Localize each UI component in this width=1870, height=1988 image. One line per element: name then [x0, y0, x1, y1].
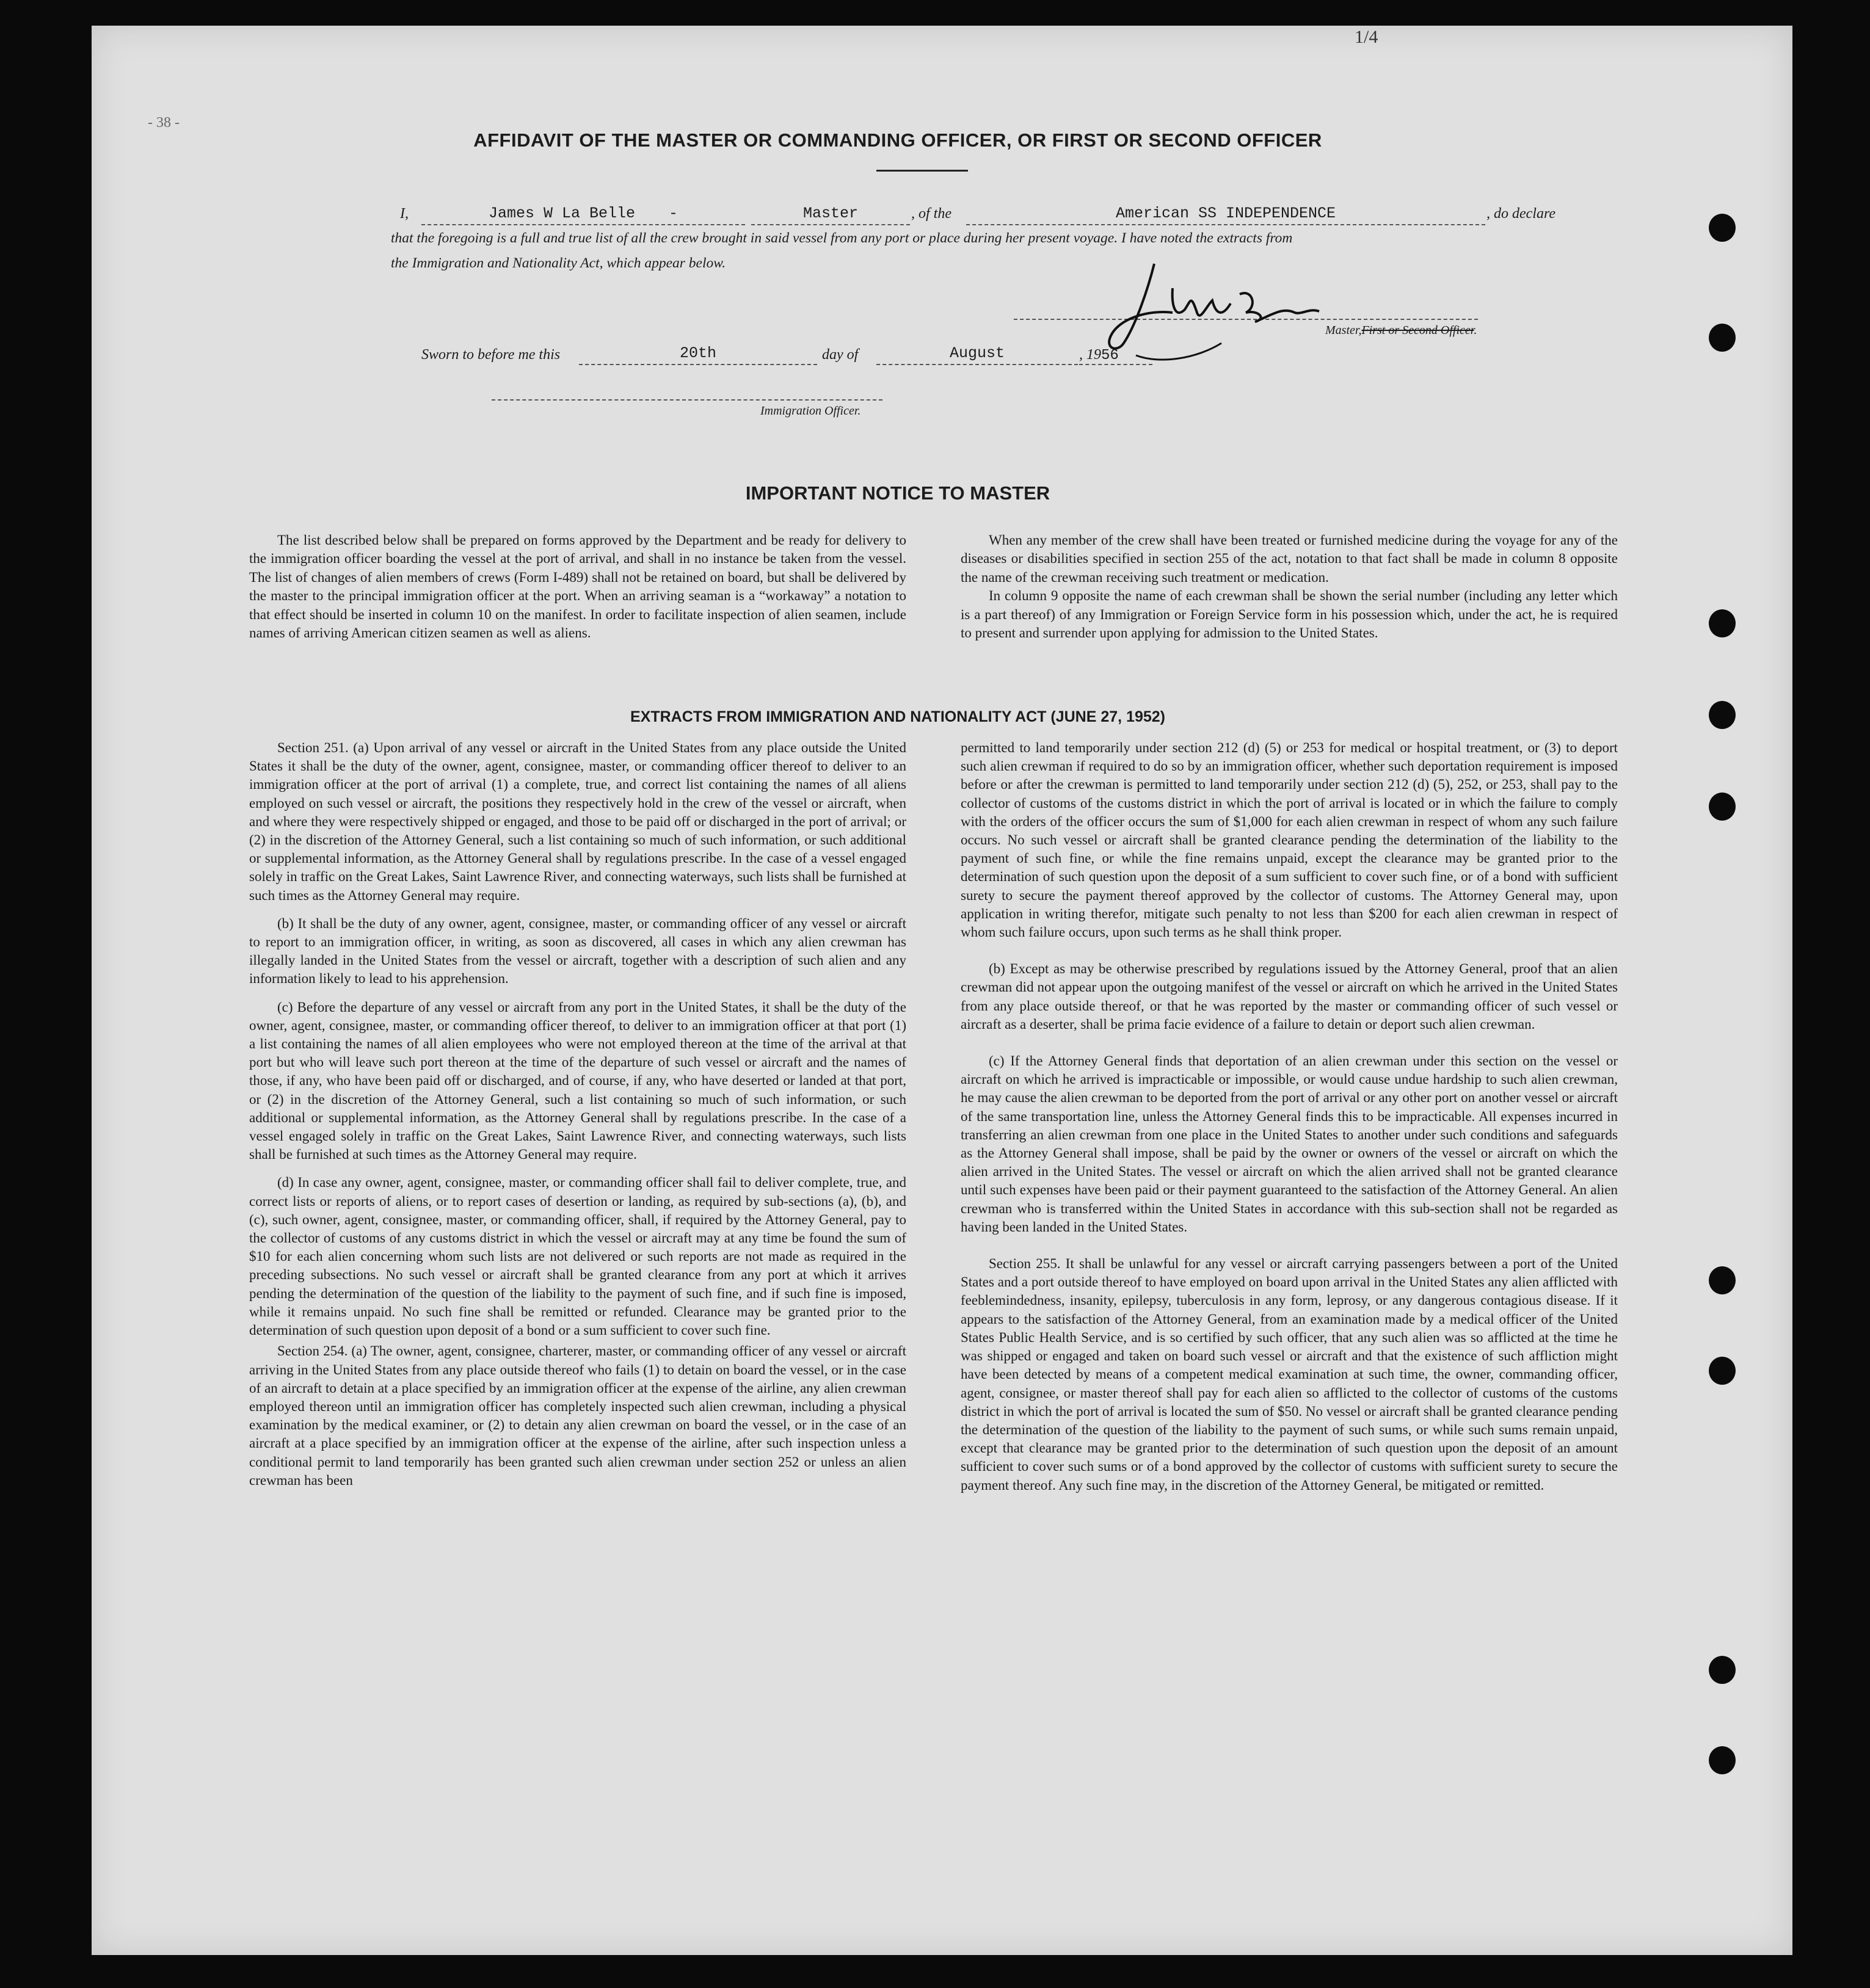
document-page	[92, 26, 1792, 1955]
binder-hole	[1709, 793, 1736, 821]
binder-hole	[1709, 1357, 1736, 1385]
notice-right-paragraph-2: In column 9 opposite the name of each crewman shall be shown the serial number (including any letter which is a part thereof) of any Immigration or Foreign Service form in his possession which, under the act, he is required to present and surrender upon applying for admission to the United States.	[961, 588, 1618, 641]
declarant-rank-field: Master	[751, 205, 910, 225]
of-the-label: , of the	[911, 206, 951, 222]
do-declare-label: , do declare	[1486, 206, 1556, 222]
extracts-title: EXTRACTS FROM IMMIGRATION AND NATIONALITY ACT (JUNE 27, 1952)	[630, 708, 1165, 725]
declarant-name-field	[421, 205, 745, 225]
immigration-officer-label: Immigration Officer.	[760, 404, 861, 418]
section-254-c: (c) If the Attorney General finds that deportation of an alien crewman under this section on the vessel or aircraft on which he arrived is impracticable or impossible, or would cause undue hardship to such alien crewman, he may cause the alien crewman to be deported from the port of arrival or any other port on another vessel or aircraft of the same transportation line, unless the Attorney General finds this to be impracticable. All expenses incurred in transferring an alien crewman from one place in the United States to another under such conditions and safeguards as the Attorney General shall impose, shall be paid by the owner or owners of the vessel or aircraft on which the alien arrived in the United States. The vessel or aircraft on which the alien arrived shall not be granted clearance until such expenses have been paid or their payment guaranteed to the satisfaction of the Attorney General. An alien crewman who is transferred within the United States in accordance with this sub-section shall not be regarded as having been landed in the United States.	[961, 1053, 1618, 1235]
signer-struck: First or Second Officer	[1361, 324, 1474, 337]
binder-hole	[1709, 324, 1736, 352]
name-dash: -	[669, 205, 679, 222]
signer-master: Master,	[1325, 324, 1362, 337]
extracts-right-column	[961, 739, 1618, 1495]
binder-hole	[1709, 1746, 1736, 1774]
section-251-c: (c) Before the departure of any vessel or aircraft from any port in the United States, it shall be the duty of the owner, agent, consignee, master, or commanding officer thereof, to deliver to an immigration officer at that port (1) a list containing the names of all alien employees who were not employed thereon at the time of the arrival at that port but who will leave such port thereon at the time of the departure of such vessel or aircraft and the names of those, if any, who have been paid off or discharged, and of course, if any, who have deserted or landed at that port, or (2) in the discretion of the Attorney General, such a list containing so much of such information, or such additional or supplemental information, as the Attorney General shall by regulations prescribe. In the case of a vessel engaged solely in traffic on the Great Lakes, Saint Lawrence River, and connecting waterways, such lists shall be furnished at such times as the Attorney General may require.	[249, 999, 906, 1163]
officer-signature-line	[492, 399, 882, 401]
binder-hole	[1709, 701, 1736, 729]
sworn-label: Sworn to before me this	[421, 347, 561, 363]
page-number-mark: 1/4	[1355, 27, 1378, 47]
notice-left-column	[249, 531, 906, 642]
section-251-b: (b) It shall be the duty of any owner, agent, consignee, master, or commanding officer of any vessel or aircraft to report to an immigration officer, in writing, as soon as discovered, all cases in which any alien crewman has illegally landed in the United States from the vessel or aircraft, together with a description of such alien and any information likely to lead to his apprehension.	[249, 915, 906, 987]
section-254-a: Section 254. (a) The owner, agent, consignee, charterer, master, or commanding officer of any vessel or aircraft arriving in the United States from any place outside thereof who fails (1) to detain on board the vessel, or in the case of an aircraft to detain at a place specified by an immigration officer at the expense of the airline, any alien crewman employed thereon until an immigration officer has completely inspected such alien crewman, including a physical examination by the medical examiner, or (2) to detain any alien crewman on board the vessel, or in the case of an aircraft at a place specified by an immigration officer at the expense of the airline, after such inspection unless a conditional permit to land temporarily has been granted such alien crewman under section 252 or unless an alien crewman has been	[249, 1343, 906, 1488]
declarant-name: James W La Belle	[488, 205, 635, 222]
notice-title: IMPORTANT NOTICE TO MASTER	[745, 482, 1050, 504]
binder-hole	[1709, 1266, 1736, 1294]
margin-mark: - 38 -	[148, 115, 180, 131]
notice-right-column	[961, 531, 1618, 642]
sworn-month-field: August	[876, 344, 1078, 365]
day-of-label: day of	[822, 347, 859, 363]
binder-hole	[1709, 214, 1736, 242]
binder-hole	[1709, 1656, 1736, 1684]
section-251-d: (d) In case any owner, agent, consignee, master, or commanding officer shall fail to deliver complete, true, and correct lists or reports of aliens, or to report cases of desertion or landing, as required by sub-sections (a), (b), and (c), such owner, agent, consignee, master, or commanding officer, shall, if required by the Attorney General, pay to the collector of customs of any customs district in which the vessel or aircraft may at any time be found the sum of $10 for each alien concerning whom such lists are not delivered or such reports are not made as required in the preceding subsections. No such vessel or aircraft shall be granted clearance from any port at which it arrives pending the determination of the question of the liability to the payment of such fine, and if such fine is imposed, while it remains unpaid. No such fine shall be remitted or refunded. Clearance may be granted prior to the determination of such question upon deposit of a bond or a sum sufficient to cover such fine.	[249, 1175, 906, 1338]
signer-title	[1325, 324, 1477, 338]
sworn-day-field: 20th	[579, 344, 817, 365]
signer-period: .	[1474, 324, 1477, 337]
section-251-a: Section 251. (a) Upon arrival of any vessel or aircraft in the United States from any place outside the United States it shall be the duty of the owner, agent, consignee, master, or commanding officer thereof to deliver to an immigration officer at the port of arrival (1) a complete, true, and correct list containing the names of all aliens employed on such vessel or aircraft, the positions they respectively hold in the crew of the vessel or aircraft, when and where they were respectively shipped or engaged, and those to be paid off or discharged in the port of arrival; or (2) in the discretion of the Attorney General, such a list containing so much of such information, or such additional or supplemental information, as the Attorney General shall by regulations prescribe. In the case of a vessel engaged solely in traffic on the Great Lakes, Saint Lawrence River, and connecting waterways, such lists shall be furnished at such times as the Attorney General may require.	[249, 740, 906, 903]
title-rule	[876, 170, 968, 172]
year-prefix: , 19	[1079, 347, 1101, 363]
section-254-a-continued: permitted to land temporarily under section 212 (d) (5) or 253 for medical or hospital treatment, or (3) to deport such alien crewman if required to do so by an immigration officer, whether such deportation requirement is imposed before or after the crewman is permitted to land temporarily under section 212 (d) (5), 252, or 253, shall pay to the collector of customs of the customs district in which the port of arrival is located or in which the failure to comply with the orders of the officer occurs the sum of $1,000 for each alien crewman in respect of whom any such failure occurs. No such vessel or aircraft shall be granted clearance pending the determination of the liability to the payment of such fine, or while the fine remains unpaid, except the clearance may be granted prior to the determination of such question upon the deposit of a sum sufficient to cover such fine, or of a bond with sufficient surety to secure the payment thereof approved by the collector of customs. The Attorney General may, upon application in writing therefor, mitigate such penalty to not less than $200 for each alien crewman in respect of whom such failure occurs, upon such terms as he shall think proper.	[961, 740, 1618, 940]
notice-right-paragraph-1: When any member of the crew shall have been treated or furnished medicine during the voyage for any of the diseases or disabilities specified in section 255 of the act, notation to that fact shall be made in column 8 opposite the name of the crewman receiving such treatment or medication.	[961, 532, 1618, 585]
notice-left-paragraph: The list described below shall be prepared on forms approved by the Department and be ready for delivery to the immigration officer boarding the vessel at the port of arrival, and shall in no instance be taken from the vessel. The list of changes of alien members of crews (Form I-489) shall not be retained on board, but shall be delivered by the master to the principal immigration officer at the port. When an arriving seaman is a “workaway” a notation to that effect should be inserted in column 10 on the manifest. In order to facilitate inspection of alien seamen, include names of arriving American citizen seamen as well as aliens.	[249, 532, 906, 641]
year-suffix: 56	[1101, 347, 1119, 364]
year-field	[1079, 347, 1152, 365]
declaration-line-3: the Immigration and Nationality Act, which appear below.	[391, 255, 726, 271]
section-255: Section 255. It shall be unlawful for any vessel or aircraft carrying passengers between a port of the United States and a port outside thereof to have employed on board upon arrival in the United States any alien afflicted with feeblemindedness, insanity, epilepsy, tuberculosis in any form, leprosy, or any dangerous contagious disease. If it appears to the satisfaction of the Attorney General, from an examination made by a medical officer of the United States Public Health Service, and is so certified by such officer, that any such alien was so afflicted at the time he was shipped or engaged and taken on board such vessel or aircraft and that the existence of such affliction might have been detected by means of a competent medical examination at such time, the owner, commanding officer, agent, consignee, or master thereof shall pay for each alien so afflicted to the collector of customs of the customs district in which the port of arrival is located the sum of $50. No vessel or aircraft shall be granted clearance pending the determination of the question of the liability to the payment of such sums, or while such sums remain unpaid, except that clearance may be granted prior to the determination of such question upon the deposit of an amount sufficient to cover such sums or of a bond approved by the collector of customs with sufficient surety to secure the payment thereof. Any such fine may, in the discretion of the Attorney General, be mitigated or remitted.	[961, 1256, 1618, 1493]
declaration-line-2: that the foregoing is a full and true list of all the crew brought in said vessel from any port or place during her present voyage. I have noted the extracts from	[391, 230, 1293, 246]
vessel-name-field: American SS INDEPENDENCE	[966, 205, 1485, 225]
extracts-left-column	[249, 739, 906, 1490]
binder-hole	[1709, 609, 1736, 637]
declarant-i-label: I,	[400, 206, 409, 222]
section-254-b: (b) Except as may be otherwise prescribed by regulations issued by the Attorney General, proof that an alien crewman did not appear upon the outgoing manifest of the vessel or aircraft on which he arrived in the United States from any place outside thereof, or that he was reported by the master or commanding officer of such vessel or aircraft as a deserter, shall be prima facie evidence of a failure to detain or deport such alien crewman.	[961, 961, 1618, 1032]
affidavit-title: AFFIDAVIT OF THE MASTER OR COMMANDING OFFICER, OR FIRST OR SECOND OFFICER	[473, 129, 1322, 151]
